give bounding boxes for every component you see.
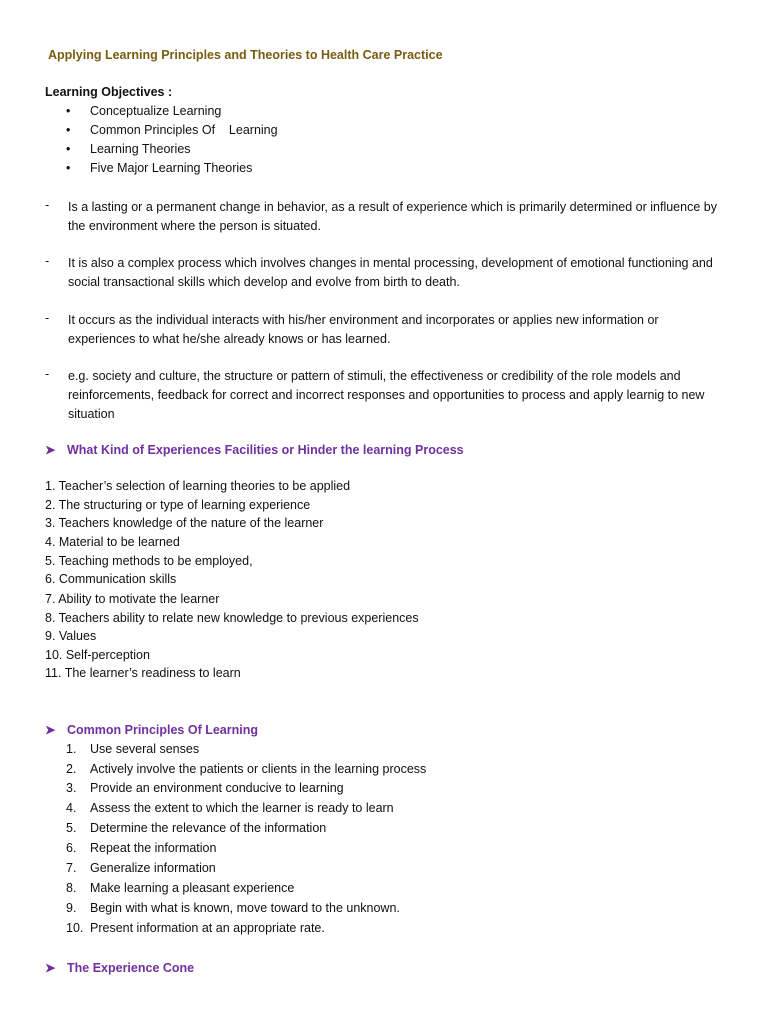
experiences-heading: ➤ What Kind of Experiences Facilities or Hinder the learning Process: [45, 443, 464, 457]
experience-cone-heading: ➤ The Experience Cone: [45, 961, 195, 975]
bullet-icon: •: [66, 123, 71, 137]
dash-marker: -: [45, 198, 50, 212]
experience-item: 8. Teachers ability to relate new knowledge to previous experiences: [45, 611, 419, 625]
objective-item: • Learning Theories: [66, 142, 191, 156]
objectives-heading: Learning Objectives :: [45, 85, 173, 99]
definition-text: It occurs as the individual interacts with his/her environment and incorporates or applies new information or experiences to what he/she already knows or has learned.: [68, 313, 659, 346]
objective-item: • Conceptualize Learning: [66, 104, 222, 118]
experience-item: 6. Communication skills: [45, 572, 177, 586]
experience-item: 11. The learner’s readiness to learn: [45, 666, 241, 680]
principle-item: 4. Assess the extent to which the learner is ready to learn: [66, 801, 394, 815]
principle-item: 8. Make learning a pleasant experience: [66, 881, 295, 895]
bullet-icon: •: [66, 104, 71, 118]
document-title: Applying Learning Principles and Theories to Health Care Practice: [48, 48, 443, 62]
principle-item: 2. Actively involve the patients or clients in the learning process: [66, 762, 427, 776]
principle-item: 7. Generalize information: [66, 861, 216, 875]
dash-marker: -: [45, 367, 50, 381]
principles-heading: ➤ Common Principles Of Learning: [45, 723, 258, 737]
experience-item: 1. Teacher’s selection of learning theories to be applied: [45, 479, 351, 493]
objective-item: • Five Major Learning Theories: [66, 161, 253, 175]
definition-text: Is a lasting or a permanent change in behavior, as a result of experience which is primarily determined or influence by the environment where the person is situated.: [68, 200, 717, 233]
experience-item: 10. Self-perception: [45, 648, 150, 662]
objective-item: • Common Principles Of Learning: [66, 123, 278, 137]
dash-marker: -: [45, 311, 50, 325]
arrow-bullet-icon: ➤: [45, 443, 56, 457]
experience-item: 2. The structuring or type of learning experience: [45, 498, 311, 512]
arrow-bullet-icon: ➤: [45, 961, 56, 975]
principle-item: 9. Begin with what is known, move toward to the unknown.: [66, 901, 400, 915]
principle-item: 6. Repeat the information: [66, 841, 217, 855]
arrow-bullet-icon: ➤: [45, 723, 56, 737]
principle-item: 10. Present information at an appropriate rate.: [66, 921, 325, 935]
bullet-icon: •: [66, 142, 71, 156]
experience-item: 7. Ability to motivate the learner: [45, 592, 220, 606]
principle-item: 5. Determine the relevance of the information: [66, 821, 327, 835]
experience-item: 9. Values: [45, 629, 97, 643]
principle-item: 1. Use several senses: [66, 742, 200, 756]
bullet-icon: •: [66, 161, 71, 175]
definition-text: It is also a complex process which involves changes in mental processing, development of emotional functioning and social transactional skills which develop and evolve from birth to death.: [68, 256, 713, 289]
experience-item: 5. Teaching methods to be employed,: [45, 554, 253, 568]
dash-marker: -: [45, 254, 50, 268]
experience-item: 4. Material to be learned: [45, 535, 180, 549]
definition-text: e.g. society and culture, the structure or pattern of stimuli, the effectiveness or credibility of the role models and reinforcements, feedback for correct and incorrect responses and opportunities to process and apply learnig to new situation: [68, 369, 705, 421]
principle-item: 3. Provide an environment conducive to learning: [66, 781, 344, 795]
experience-item: 3. Teachers knowledge of the nature of the learner: [45, 516, 324, 530]
